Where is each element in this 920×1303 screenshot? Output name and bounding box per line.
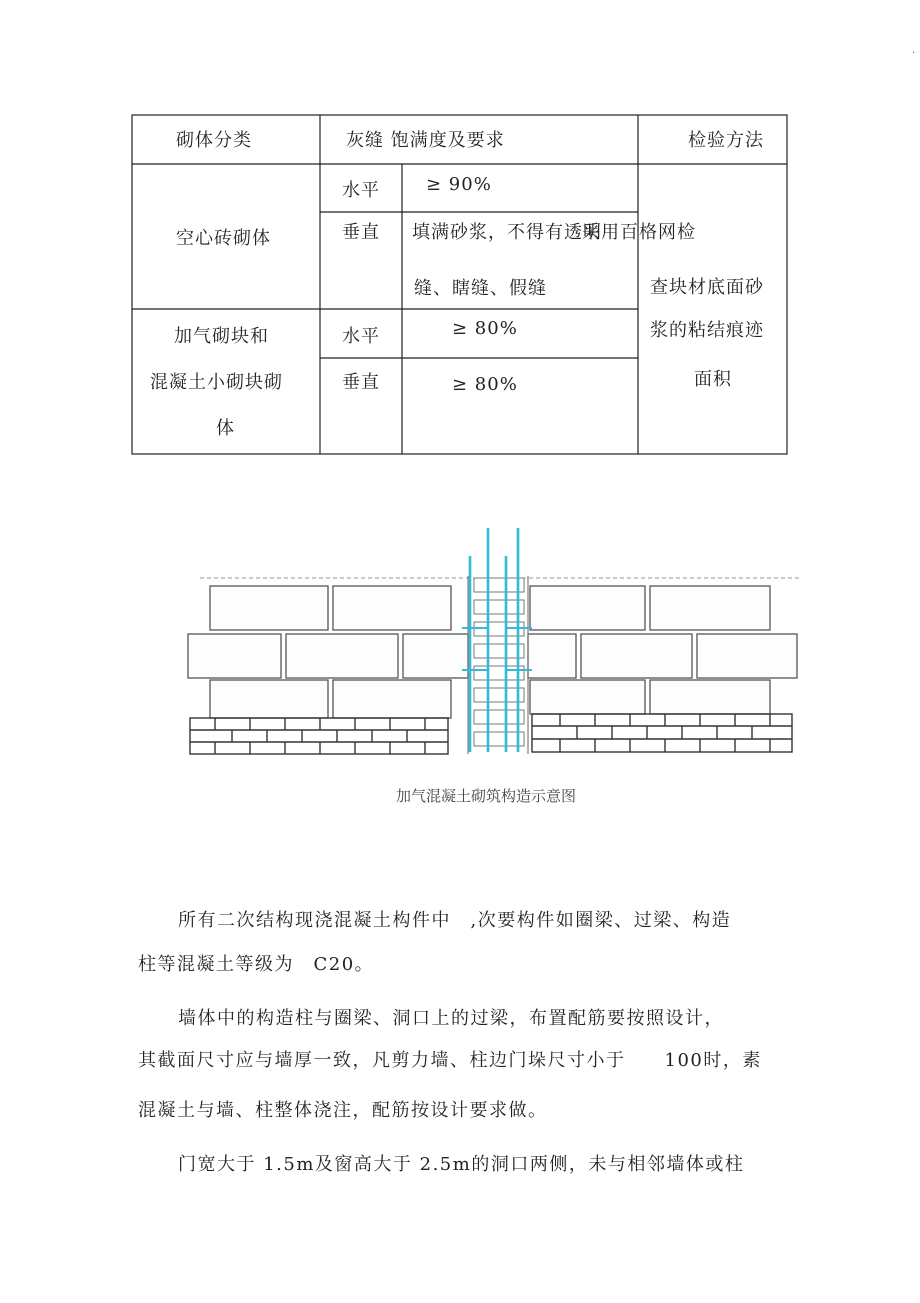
hollow-horizontal-label: 水平 (342, 180, 380, 201)
paragraph-line-1: 所有二次结构现浇混凝土构件中 ,次要构件如圈梁、过梁、构造 (178, 910, 732, 931)
header-joint: 灰缝 饱满度及要求 (346, 130, 505, 151)
hollow-vertical-value-1: 填满砂浆，不得有透明 (412, 222, 602, 243)
hollow-horizontal-value: ≥ 90% (426, 174, 492, 195)
method-line-1: 采用百格网检 (582, 222, 696, 243)
paragraph-line-5: 混凝土与墙、柱整体浇注，配筋按设计要求做。 (138, 1100, 548, 1121)
header-method: 检验方法 (688, 130, 764, 151)
aerated-category-2: 混凝土小砌块砌 (150, 372, 283, 393)
aerated-vertical-label: 垂直 (342, 372, 380, 393)
figure-caption: 加气混凝土砌筑构造示意图 (396, 787, 577, 805)
masonry-diagram (0, 515, 920, 785)
paragraph-line-4: 其截面尺寸应与墙厚一致，凡剪力墙、柱边门垛尺寸小于 100时，素 (138, 1050, 762, 1071)
aerated-vertical-value: ≥ 80% (452, 374, 518, 395)
method-line-3: 浆的粘结痕迹 (650, 320, 764, 341)
corner-mark: · (912, 48, 916, 59)
method-line-2: 查块材底面砂 (650, 277, 764, 298)
masonry-joint-table (0, 0, 920, 470)
aerated-horizontal-label: 水平 (342, 326, 380, 347)
aerated-category-3: 体 (216, 418, 235, 439)
hollow-brick-category: 空心砖砌体 (176, 228, 271, 249)
paragraph-line-6: 门宽大于 1.5m及窗高大于 2.5m的洞口两侧，未与相邻墙体或柱 (178, 1154, 745, 1175)
paragraph-line-3: 墙体中的构造柱与圈梁、洞口上的过梁，布置配筋要按照设计， (178, 1008, 724, 1029)
hollow-vertical-label: 垂直 (342, 222, 380, 243)
header-category: 砌体分类 (176, 130, 252, 151)
hollow-vertical-value-2: 缝、瞎缝、假缝 (414, 278, 547, 299)
paragraph-line-2: 柱等混凝土等级为 C20。 (138, 954, 375, 975)
aerated-category-1: 加气砌块和 (174, 326, 269, 347)
aerated-horizontal-value: ≥ 80% (452, 318, 518, 339)
method-line-4: 面积 (694, 369, 732, 390)
